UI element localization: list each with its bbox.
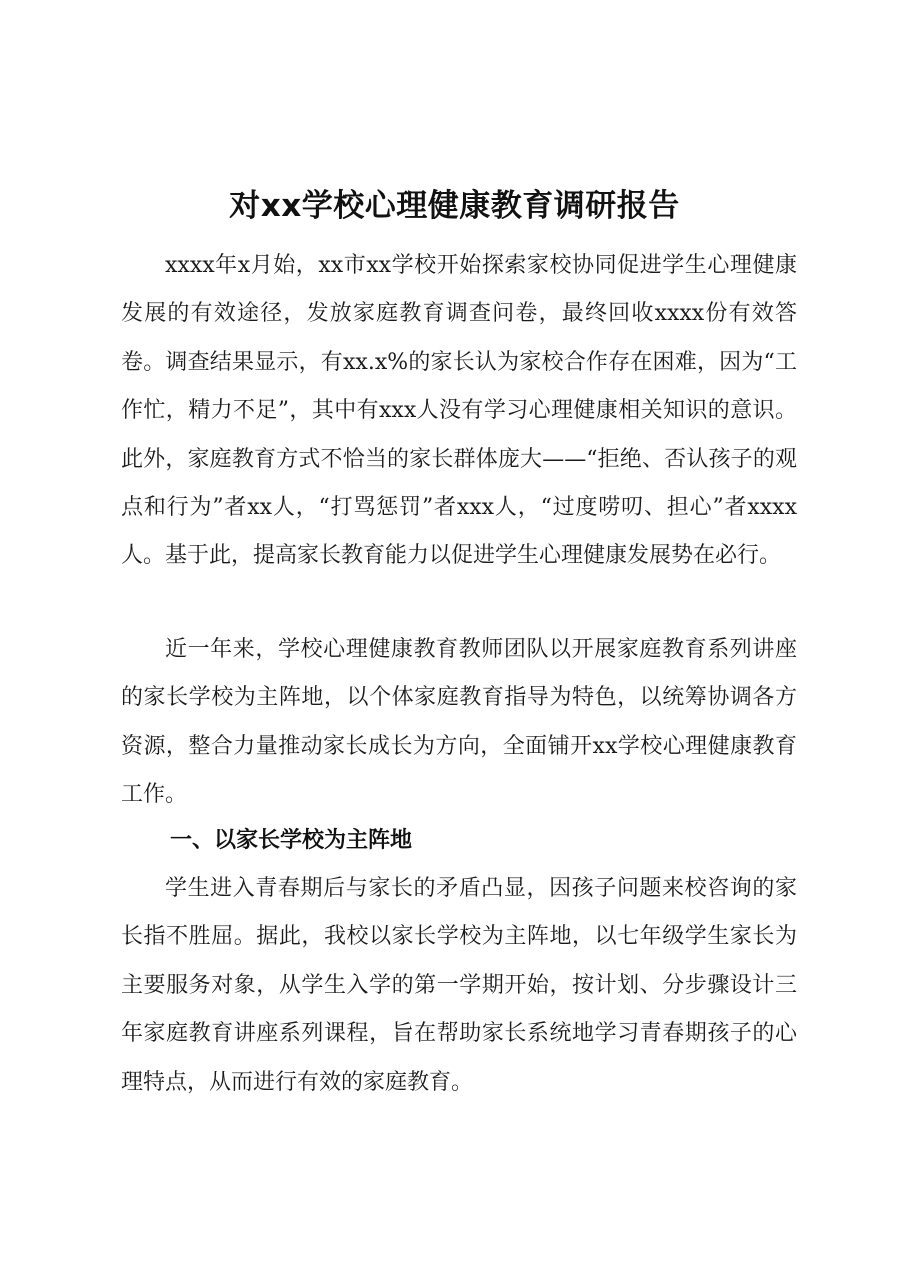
section-heading: 一、以家长学校为主阵地 (170, 828, 413, 853)
document-title: 对xx学校心理健康教育调研报告 (229, 187, 680, 224)
body-paragraph: 近一年来，学校心理健康教育教师团队以开展家庭教育系列讲座的家长学校为主阵地，以个体家庭教育指导为特色，以统筹协调各方资源，整合力量推动家长成长为方向，全面铺开xx学校心理健康教育工作。 (121, 637, 797, 808)
body-paragraph: xxxx年x月始，xx市xx学校开始探索家校协同促进学生心理健康发展的有效途径，发放家庭教育调查问卷，最终回收xxxx份有效答卷。调查结果显示，有xx.x%的家长认为家校合作存在困难，因为“工作忙，精力不足”，其中有xxx人没有学习心理健康相关知识的意识。此外，家庭教育方式不恰当的家长群体庞大——“拒绝、否认孩子的观点和行为”者xx人，“打骂惩罚”者xxx人，“过度唠叨、担心”者xxxx人。基于此，提高家长教育能力以促进学生心理健康发展势在必行。 (121, 253, 797, 569)
section-paragraph: 学生进入青春期后与家长的矛盾凸显，因孩子问题来校咨询的家长指不胜屈。据此，我校以家长学校为主阵地，以七年级学生家长为主要服务对象，从学生入学的第一学期开始，按计划、分步骤设计三年家庭教育讲座系列课程，旨在帮助家长系统地学习青春期孩子的心理特点，从而进行有效的家庭教育。 (121, 876, 797, 1095)
